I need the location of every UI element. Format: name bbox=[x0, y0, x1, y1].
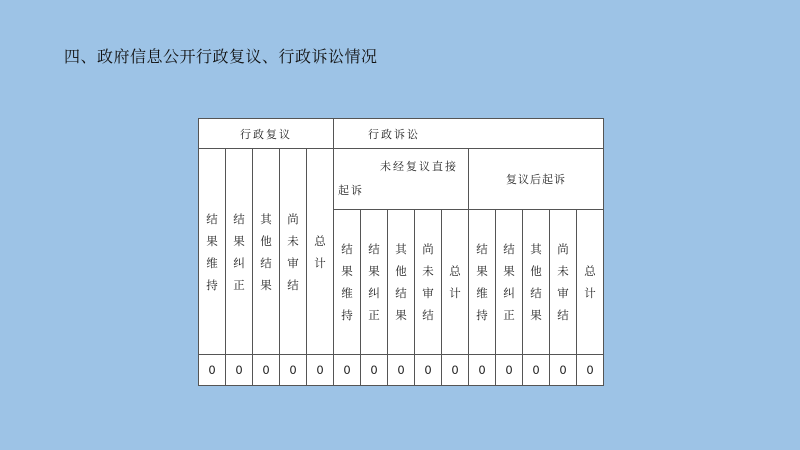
direct-corrected-header: 结果纠正 bbox=[361, 210, 388, 355]
value-cell: 0 bbox=[334, 355, 361, 386]
review-other-header: 其他结果 bbox=[253, 149, 280, 355]
value-cell: 0 bbox=[550, 355, 577, 386]
value-cell: 0 bbox=[496, 355, 523, 386]
value-cell: 0 bbox=[199, 355, 226, 386]
after-pending-header: 尚未审结 bbox=[550, 210, 577, 355]
review-pending-header: 尚未审结 bbox=[280, 149, 307, 355]
direct-suit-line1: 未经复议直接 bbox=[380, 160, 458, 173]
review-total-header: 总计 bbox=[307, 149, 334, 355]
review-upheld-header: 结果维持 bbox=[199, 149, 226, 355]
value-cell: 0 bbox=[361, 355, 388, 386]
page-title: 四、政府信息公开行政复议、行政诉讼情况 bbox=[64, 47, 378, 66]
direct-total-header: 总计 bbox=[442, 210, 469, 355]
value-cell: 0 bbox=[253, 355, 280, 386]
disclosure-stats-table bbox=[198, 118, 604, 386]
direct-pending-header: 尚未审结 bbox=[415, 210, 442, 355]
value-cell: 0 bbox=[388, 355, 415, 386]
direct-suit-line2: 起诉 bbox=[338, 184, 364, 197]
direct-upheld-header: 结果维持 bbox=[334, 210, 361, 355]
review-corrected-header: 结果纠正 bbox=[226, 149, 253, 355]
value-cell: 0 bbox=[577, 355, 604, 386]
admin-review-header: 行政复议 bbox=[199, 119, 334, 149]
after-review-suit-header: 复议后起诉 bbox=[469, 149, 604, 210]
value-cell: 0 bbox=[307, 355, 334, 386]
after-corrected-header: 结果纠正 bbox=[496, 210, 523, 355]
value-cell: 0 bbox=[523, 355, 550, 386]
value-cell: 0 bbox=[415, 355, 442, 386]
admin-litigation-header: 行政诉讼 bbox=[334, 119, 604, 149]
value-cell: 0 bbox=[442, 355, 469, 386]
after-upheld-header: 结果维持 bbox=[469, 210, 496, 355]
value-cell: 0 bbox=[226, 355, 253, 386]
value-cell: 0 bbox=[280, 355, 307, 386]
value-cell: 0 bbox=[469, 355, 496, 386]
values-row bbox=[199, 355, 604, 386]
after-other-header: 其他结果 bbox=[523, 210, 550, 355]
direct-other-header: 其他结果 bbox=[388, 210, 415, 355]
direct-suit-header bbox=[334, 149, 469, 210]
after-total-header: 总计 bbox=[577, 210, 604, 355]
